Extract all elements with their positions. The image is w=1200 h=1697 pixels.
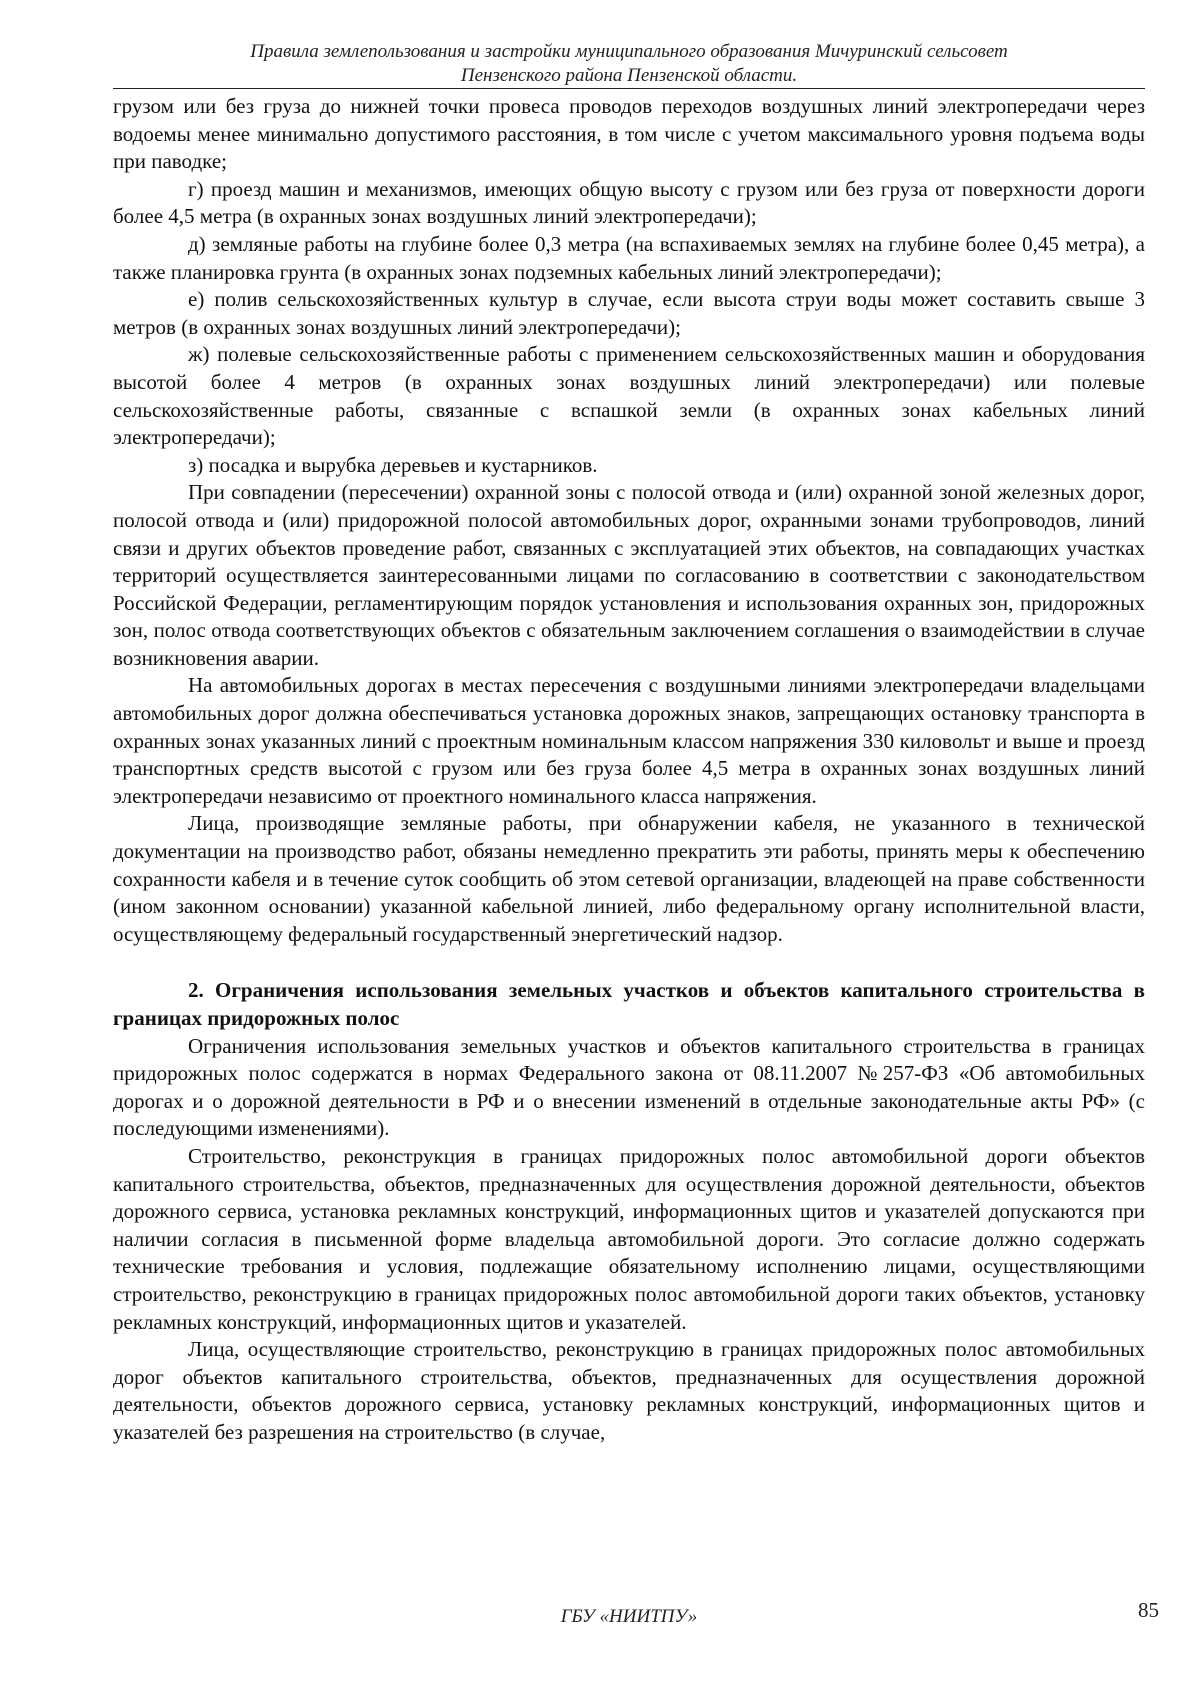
list-item-d: д) земляные работы на глубине более 0,3 метра (на вспахиваемых землях на глубине более 0,45 метра), а также планировка грунта (в охранных зонах подземных кабельных линий электропередачи);: [113, 231, 1145, 284]
section-heading: 2. Ограничения использования земельных участков и объектов капитального строительства в границах придорожных полос: [113, 978, 1145, 1030]
header-line-1: Правила землепользования и застройки муниципального образования Мичуринский сельсовет: [250, 41, 1008, 62]
paragraph-continued: грузом или без груза до нижней точки провеса проводов переходов воздушных линий электропередачи через водоемы менее минимально допустимого расстояния, в том числе с учетом максимального уровня подъема воды при паводке;: [113, 94, 1145, 174]
header-line-2: Пензенского района Пензенской области.: [460, 65, 798, 86]
paragraph-cable-discovery: Лица, производящие земляные работы, при обнаружении кабеля, не указанного в технической документации на производство работ, обязаны немедленно прекратить эти работы, принять меры к обеспечению сохранности кабеля и в течение суток сообщить об этом сетевой организации, владеющей на праве собственности (ином законном основании) указанной кабельной линией, либо федеральному органу исполнительной власти, осуществляющему федеральный государственный энергетический надзор.: [113, 811, 1145, 946]
list-item-e: е) полив сельскохозяйственных культур в случае, если высота струи воды может составить свыше 3 метров (в охранных зонах воздушных линий электропередачи);: [113, 287, 1145, 339]
section-paragraph: Ограничения использования земельных участков и объектов капитального строительства в границах придорожных полос содержатся в нормах Федерального закона от 08.11.2007 №257-ФЗ «Об автомобильных дорогах и о дорожной деятельности в РФ и о внесении изменений в отдельные законодательные акты РФ» (с последующими изменениями).: [113, 1033, 1145, 1141]
section-paragraph: Лица, осуществляющие строительство, реконструкцию в границах придорожных полос автомобильных дорог объектов капитального строительства, объектов, предназначенных для осуществления дорожной деятельности, объектов дорожного сервиса, установку рекламных конструкций, информационных щитов и указателей без разрешения на строительство (в случае,: [113, 1337, 1145, 1444]
section-paragraph: Строительство, реконструкция в границах придорожных полос автомобильной дороги объектов капитального строительства, объектов, предназначенных для осуществления дорожной деятельности, объектов дорожного сервиса, установка рекламных конструкций, информационных щитов и указателей допускаются при наличии согласия в письменной форме владельца автомобильной дороги. Это согласие должно содержать технические требования и условия, подлежащие обязательному исполнению лицами, осуществляющими строительство, реконструкцию в границах придорожных полос автомобильной дороги таких объектов, установку рекламных конструкций, информационных щитов и указателей.: [113, 1143, 1145, 1334]
running-header: [113, 40, 1145, 88]
list-item-zh: ж) полевые сельскохозяйственные работы с применением сельскохозяйственных машин и оборудования высотой более 4 метров (в охранных зонах воздушных линий электропередачи) или полевые сельскохозяйственные работы, связанные с вспашкой земли (в охранных зонах кабельных линий электропередачи);: [113, 342, 1145, 450]
list-item-g: г) проезд машин и механизмов, имеющих общую высоту с грузом или без груза от поверхности дороги более 4,5 метра (в охранных зонах воздушных линий электропередачи);: [113, 176, 1145, 229]
list-item-z: з) посадка и вырубка деревьев и кустарников.: [188, 452, 598, 477]
page-number: 85: [1138, 1598, 1159, 1622]
paragraph-road-signs: На автомобильных дорогах в местах пересечения с воздушными линиями электропередачи владельцами автомобильных дорог должна обеспечиваться установка дорожных знаков, запрещающих остановку транспорта в охранных зонах указанных линий с проектным номинальным классом напряжения 330 киловольт и выше и проезд транспортных средств высотой с грузом или без груза более 4,5 метра в охранных зонах воздушных линий электропередачи независимо от проектного номинального класса напряжения.: [113, 673, 1145, 808]
footer-organization: ГБУ «НИИТПУ»: [560, 1606, 698, 1627]
document-body: [113, 93, 1145, 1447]
paragraph-zone-overlap: При совпадении (пересечении) охранной зоны с полосой отвода и (или) охранной зоной железных дорог, полосой отвода и (или) придорожной полосой автомобильных дорог, охранными зонами трубопроводов, линий связи и других объектов проведение работ, связанных с эксплуатацией этих объектов, на совпадающих участках территорий осуществляется заинтересованными лицами по согласованию в соответствии с законодательством Российской Федерации, регламентирующим порядок установления и использования охранных зон, придорожных зон, полос отвода соответствующих объектов с обязательным заключением соглашения о взаимодействии в случае возникновения аварии.: [113, 480, 1145, 670]
running-footer: [113, 1598, 1159, 1632]
header-divider: [113, 88, 1145, 89]
